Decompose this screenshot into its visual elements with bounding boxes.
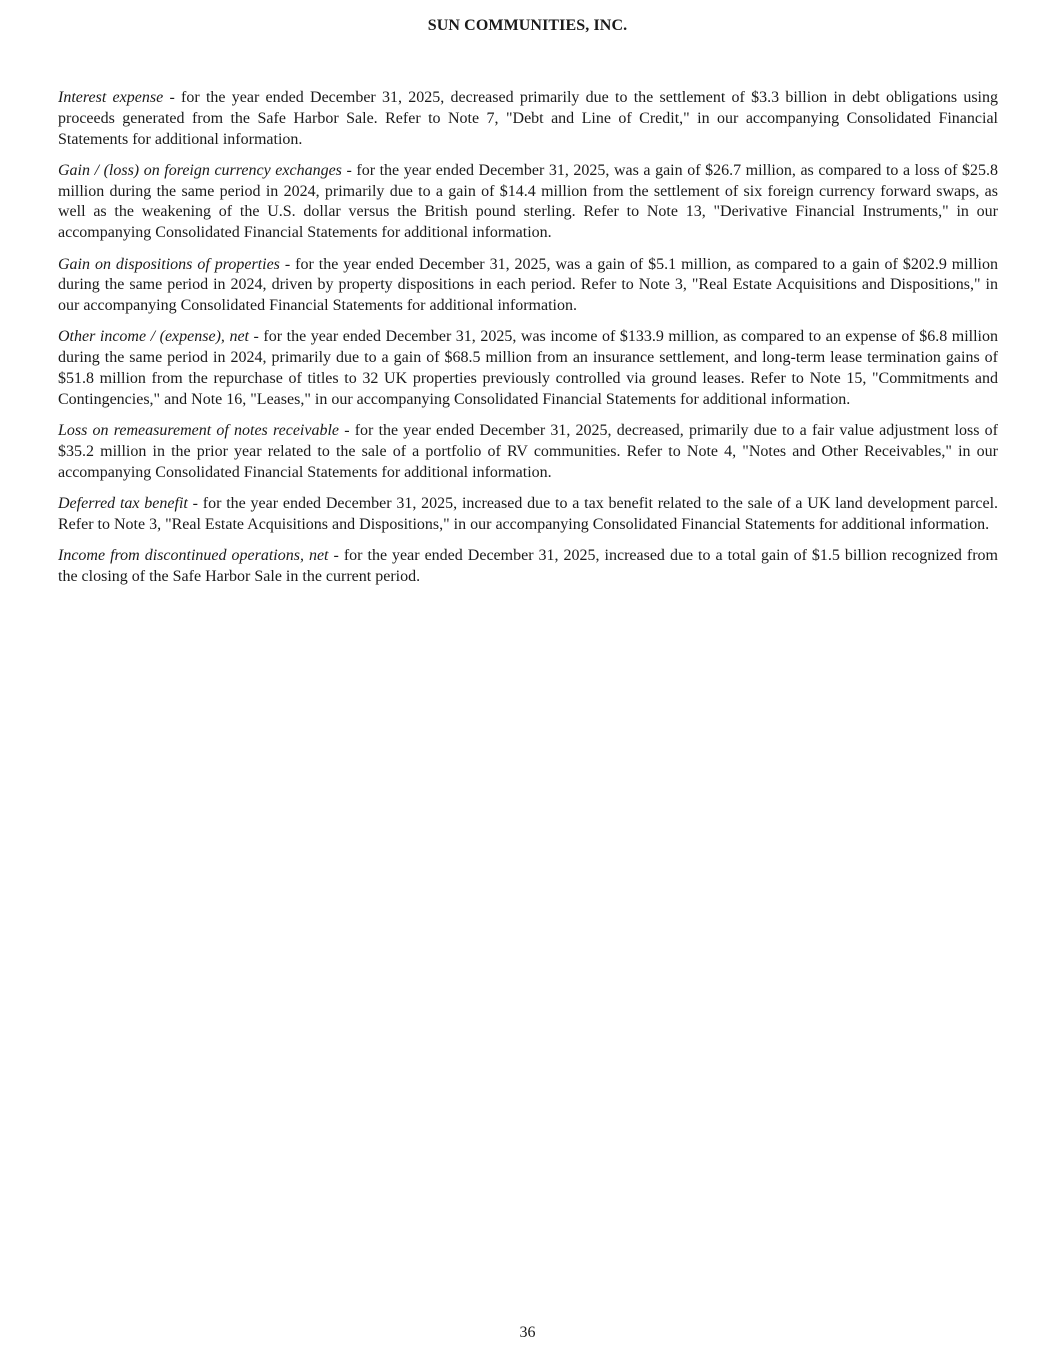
paragraph-other-income: [58, 327, 998, 410]
paragraph-text: - for the year ended December 31, 2025, was a gain of $26.7 million, as compared to a loss of $25.8 million during the same period in 2024, primarily due to a gain of $14.4 million from the settlement of six foreign currency forward swaps, as well as the weakening of the U.S. dollar versus the British pound sterling. Refer to Note 13, "Derivative Financial Instruments," in our accompanying Consolidated Financial Statements for additional information.: [58, 161, 998, 242]
paragraph-text: - for the year ended December 31, 2025, was income of $133.9 million, as compared to an expense of $6.8 million during the same period in 2024, primarily due to a gain of $68.5 million from an insurance settlement, and long-term lease termination gains of $51.8 million from the repurchase of titles to 32 UK properties previously controlled via ground leases. Refer to Note 15, "Commitments and Contingencies," and Note 16, "Leases," in our accompanying Consolidated Financial Statements for additional information.: [58, 328, 999, 408]
page-number: 36: [519, 1324, 536, 1341]
paragraph-text: - for the year ended December 31, 2025, increased due to a total gain of $1.5 billion recognized from the closing of the Safe Harbor Sale in the current period.: [58, 547, 998, 585]
paragraph-term: Income from discontinued operations, net: [58, 547, 329, 565]
paragraph-interest-expense: [58, 88, 998, 150]
paragraph-discontinued-operations: [58, 546, 998, 588]
paragraph-term: Deferred tax benefit: [58, 495, 188, 513]
paragraph-dispositions: [58, 255, 998, 317]
paragraph-term: Gain on dispositions of properties: [58, 255, 280, 273]
paragraph-term: Loss on remeasurement of notes receivable: [58, 422, 340, 440]
paragraph-term: Interest expense: [58, 89, 164, 106]
page-header-company: SUN COMMUNITIES, INC.: [427, 17, 628, 34]
paragraph-term: Gain / (loss) on foreign currency exchanges: [58, 161, 342, 179]
paragraph-text: - for the year ended December 31, 2025, increased due to a tax benefit related to the sale of a UK land development parcel. Refer to Note 3, "Real Estate Acquisitions and Dispositions," in our accompanying Consolidated Financial Statements for additional information.: [58, 495, 999, 533]
paragraph-term: Other income / (expense), net: [58, 328, 249, 346]
paragraph-foreign-currency: [58, 161, 998, 244]
paragraph-deferred-tax: [58, 494, 998, 536]
paragraph-text: - for the year ended December 31, 2025, decreased, primarily due to a fair value adjustment loss of $35.2 million in the prior year related to the sale of a portfolio of RV communities. Refer to Note 4, "Notes and Other Receivables," in our accompanying Consolidated Financial Statements for additional information.: [58, 422, 998, 481]
document-body: [58, 88, 998, 598]
paragraph-text: - for the year ended December 31, 2025, was a gain of $5.1 million, as compared to a gain of $202.9 million during the same period in 2024, driven by property dispositions in each period. Refer to Note 3, "Real Estate Acquisitions and Dispositions," in our accompanying Consolidated Financial Statements for additional information.: [58, 255, 999, 315]
paragraph-text: - for the year ended December 31, 2025, decreased primarily due to the settlement of $3.3 billion in debt obligations using proceeds generated from the Safe Harbor Sale. Refer to Note 7, "Debt and Line of Credit," in our accompanying Consolidated Financial Statements for additional information.: [58, 89, 998, 148]
paragraph-notes-receivable: [58, 421, 998, 483]
